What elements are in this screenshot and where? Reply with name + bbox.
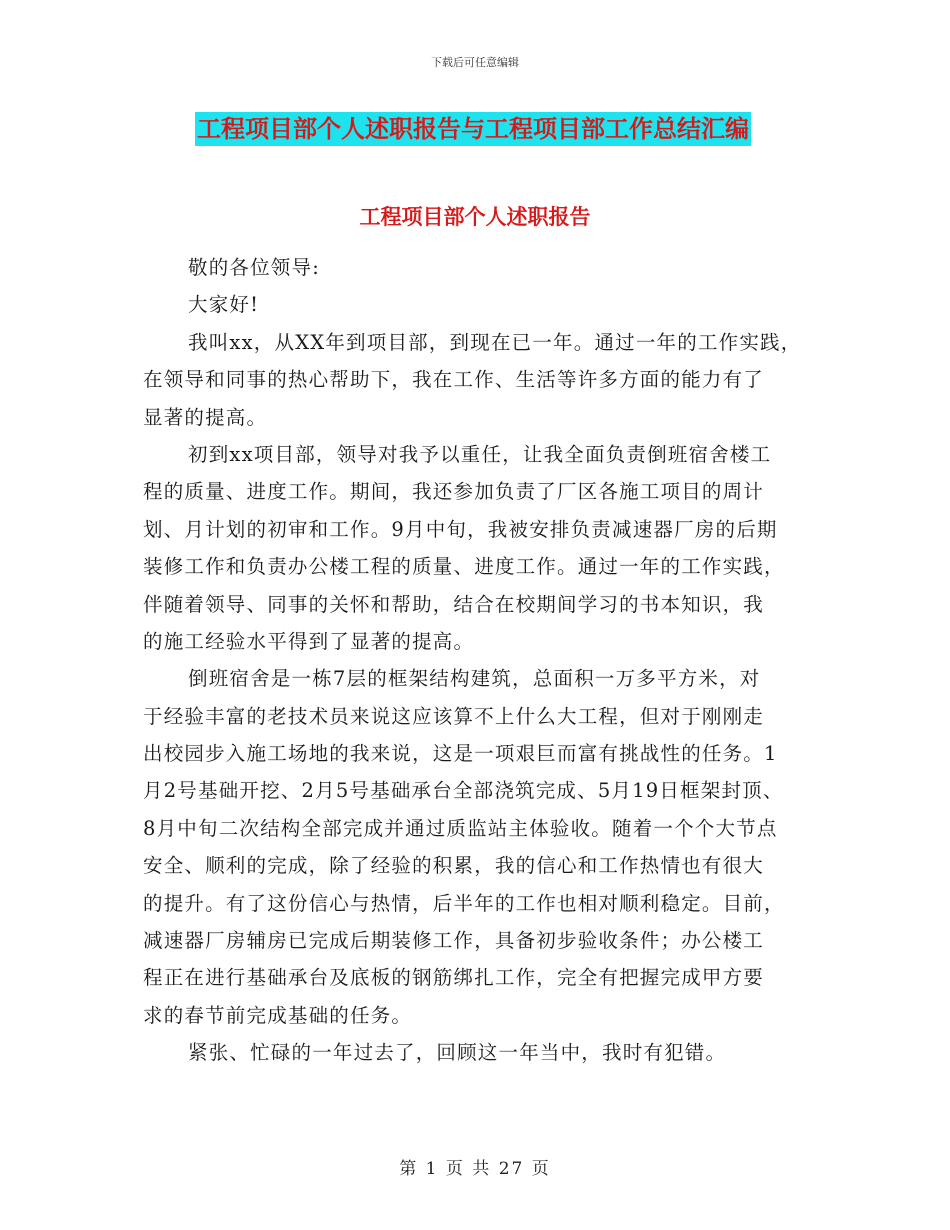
paragraph-line: 我叫xx，从XX年到项目部，到现在已一年。通过一年的工作实践， (188, 330, 802, 354)
document-body (143, 249, 843, 1072)
paragraph-line: 显著的提高。 (143, 405, 268, 429)
paragraph-line: 的施工经验水平得到了显著的提高。 (143, 629, 475, 653)
paragraph-line: 在领导和同事的热心帮助下，我在工作、生活等许多方面的能力有了 (143, 368, 765, 392)
paragraph-line: 于经验丰富的老技术员来说这应该算不上什么大工程，但对于刚刚走 (143, 704, 765, 728)
paragraph-line: 8月中旬二次结构全部完成并通过质监站主体验收。随着一个个大节点 (143, 816, 778, 840)
paragraph-line: 程正在进行基础承台及底板的钢筋绑扎工作，完全有把握完成甲方要 (143, 966, 765, 990)
paragraph-line: 紧张、忙碌的一年过去了，回顾这一年当中，我时有犯错。 (188, 1041, 727, 1065)
paragraph-line: 装修工作和负责办公楼工程的质量、进度工作。通过一年的工作实践， (143, 555, 785, 579)
greeting-line: 大家好! (188, 293, 260, 317)
paragraph-line: 倒班宿舍是一栋7层的框架结构建筑，总面积一万多平方米，对 (188, 667, 761, 691)
section-title: 工程项目部个人述职报告 (359, 205, 591, 229)
page-number: 第 1 页 共 27 页 (399, 1159, 551, 1179)
paragraph-line: 划、月计划的初审和工作。9月中旬，我被安排负责减速器厂房的后期 (143, 517, 778, 541)
paragraph-line: 减速器厂房辅房已完成后期装修工作，具备初步验收条件；办公楼工 (143, 929, 765, 953)
paragraph-line: 的提升。有了这份信心与热情，后半年的工作也相对顺利稳定。目前， (143, 891, 785, 915)
paragraph-line: 月2号基础开挖、2月5号基础承台全部浇筑完成、5月19日框架封顶、 (143, 779, 784, 803)
paragraph-line: 安全、顺利的完成，除了经验的积累，我的信心和工作热情也有很大 (143, 854, 765, 878)
document-main-title: 工程项目部个人述职报告与工程项目部工作总结汇编 (195, 112, 751, 146)
paragraph-line: 程的质量、进度工作。期间，我还参加负责了厂区各施工项目的周计 (143, 480, 765, 504)
paragraph-line: 出校园步入施工场地的我来说，这是一项艰巨而富有挑战性的任务。1 (143, 742, 778, 766)
paragraph-line: 伴随着领导、同事的关怀和帮助，结合在校期间学习的书本知识，我 (143, 592, 765, 616)
salutation-line: 敬的各位领导: (188, 256, 320, 279)
paragraph-line: 求的春节前完成基础的任务。 (143, 1003, 413, 1027)
paragraph-line: 初到xx项目部，领导对我予以重任，让我全面负责倒班宿舍楼工 (188, 442, 772, 466)
header-note: 下载后可任意编辑 (431, 56, 519, 69)
